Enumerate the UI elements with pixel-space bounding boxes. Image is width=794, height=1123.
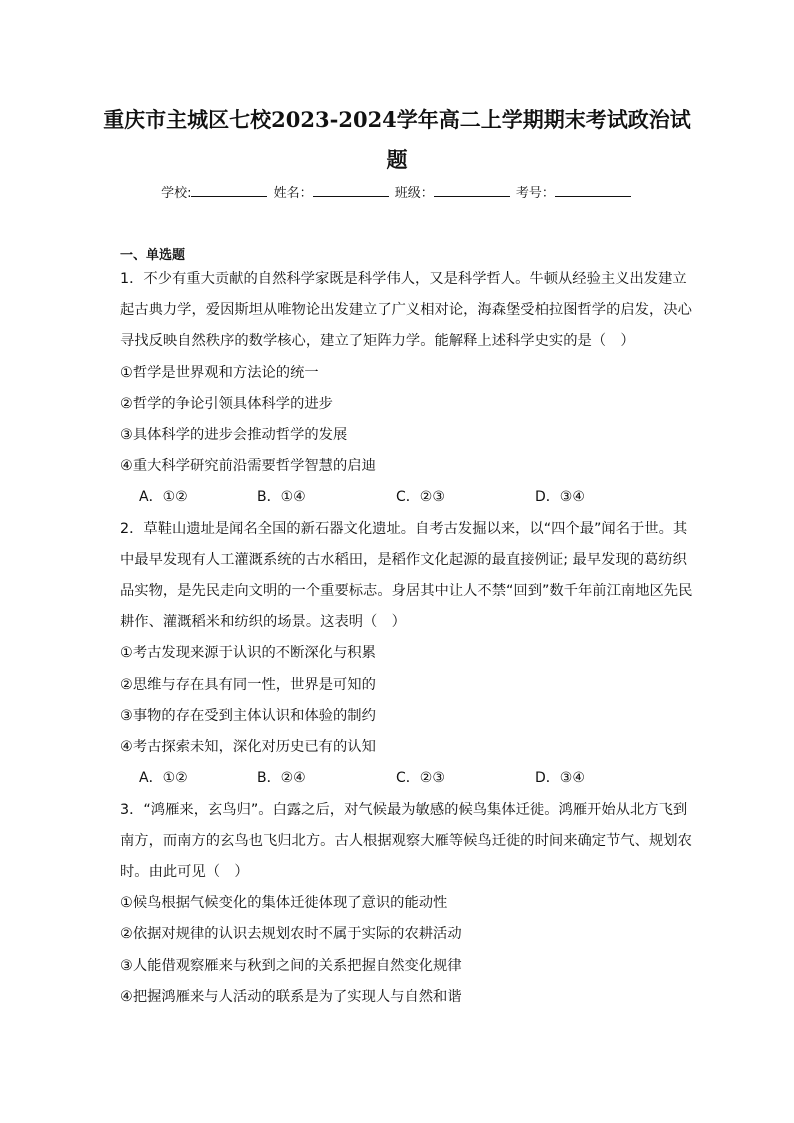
class-label: 班级： <box>394 186 434 201</box>
question-2-statement: ②思维与存在具有同一性，世界是可知的 <box>120 677 376 693</box>
exam-number-blank[interactable] <box>555 184 631 197</box>
question-1-line: 寻找反映自然秩序的数学核心，建立了矩阵力学。能解释上述科学史实的是（ ） <box>120 333 635 349</box>
question-2-statement: ③事物的存在受到主体认识和体验的制约 <box>120 708 376 724</box>
question-3-line: 时。由此可见（ ） <box>120 864 249 880</box>
question-1-statement: ①哲学是世界观和方法论的统一 <box>120 365 319 381</box>
name-blank[interactable] <box>313 184 389 197</box>
option-a[interactable]: A．①② <box>139 770 188 786</box>
name-label: 姓名： <box>273 186 313 201</box>
student-info-row <box>0 182 794 201</box>
option-d[interactable]: D．③④ <box>535 770 585 786</box>
page-title-continued: 题 <box>386 147 408 172</box>
question-2-line: 品实物，是先民走向文明的一个重要标志。身居其中让人不禁“回到”数千年前江南地区先民 <box>120 583 693 599</box>
option-c[interactable]: C．②③ <box>396 489 445 505</box>
question-2-line: 耕作、灌溉稻米和纺织的场景。这表明（ ） <box>120 614 406 630</box>
question-1-statement: ②哲学的争论引领具体科学的进步 <box>120 396 333 412</box>
question-1-line: 1．不少有重大贡献的自然科学家既是科学伟人，又是科学哲人。牛顿从经验主义出发建立 <box>120 271 687 287</box>
question-2-statement: ①考古发现来源于认识的不断深化与积累 <box>120 645 376 661</box>
page-title: 重庆市主城区七校2023-2024学年高二上学期期末考试政治试 <box>103 107 691 132</box>
option-a[interactable]: A．①② <box>139 489 188 505</box>
school-blank[interactable] <box>191 184 267 197</box>
question-1-line: 起古典力学，爱因斯坦从唯物论出发建立了广义相对论，海森堡受柏拉图哲学的启发，决心 <box>120 302 692 318</box>
section-heading: 一、单选题 <box>120 248 186 263</box>
class-blank[interactable] <box>434 184 510 197</box>
question-1-statement: ③具体科学的进步会推动哲学的发展 <box>120 427 348 443</box>
question-3-statement: ③人能借观察雁来与秋到之间的关系把握自然变化规律 <box>120 958 462 974</box>
question-2-line: 中最早发现有人工灌溉系统的古水稻田，是稻作文化起源的最直接例证; 最早发现的葛纺织 <box>120 552 687 568</box>
question-3-line: 南方，而南方的玄鸟也飞归北方。古人根据观察大雁等候鸟迁徙的时间来确定节气、规划农 <box>120 833 692 849</box>
option-c[interactable]: C．②③ <box>396 770 445 786</box>
question-2-line: 2．草鞋山遗址是闻名全国的新石器文化遗址。自考古发掘以来，以“四个最”闻名于世。其 <box>120 521 688 537</box>
question-2-statement: ④考古探索未知，深化对历史已有的认知 <box>120 739 376 755</box>
question-3-statement: ②依据对规律的认识去规划农时不属于实际的农耕活动 <box>120 926 462 942</box>
question-3-statement: ①候鸟根据气候变化的集体迁徙体现了意识的能动性 <box>120 895 448 911</box>
school-label: 学校: <box>161 186 192 201</box>
question-3-line: 3．“鸿雁来，玄鸟归”。白露之后，对气候最为敏感的候鸟集体迁徙。鸿雁开始从北方飞到 <box>120 802 688 818</box>
exam-number-label: 考号： <box>515 186 555 201</box>
option-d[interactable]: D．③④ <box>535 489 585 505</box>
question-1-statement: ④重大科学研究前沿需要哲学智慧的启迪 <box>120 458 376 474</box>
option-b[interactable]: B．②④ <box>257 770 306 786</box>
question-3-statement: ④把握鸿雁来与人活动的联系是为了实现人与自然和谐 <box>120 989 462 1005</box>
option-b[interactable]: B．①④ <box>257 489 306 505</box>
